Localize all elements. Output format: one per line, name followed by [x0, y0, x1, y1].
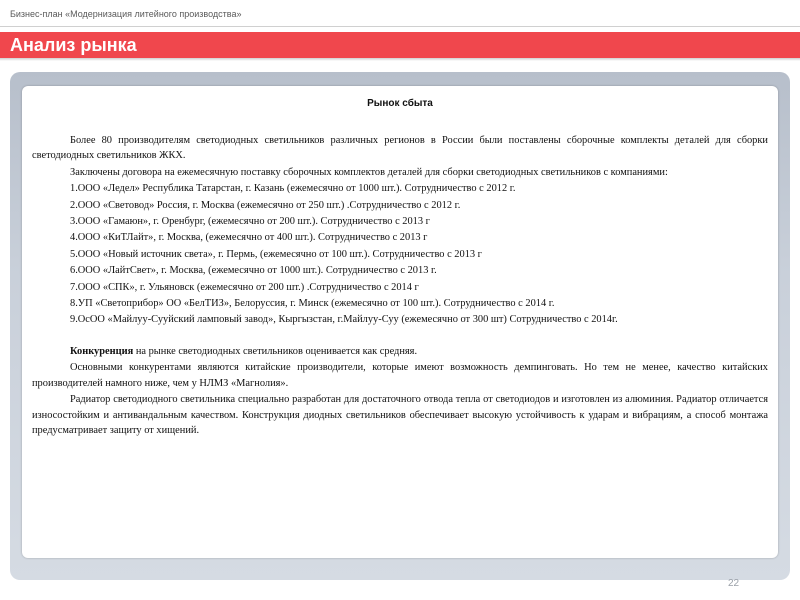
section-heading: Рынок сбыта — [367, 98, 433, 109]
document-body — [32, 97, 768, 439]
radiator-paragraph: Радиатор светодиодного светильника специально разработан для достаточного отвода тепла от светодиодов и изготовлен из алюминия. Радиатор отличается износостойким и антивандальным качеством. Конструкция диодных светильников обеспечивает высокую устойчивость к ударам и вибрациям, а способ монтажа предусматривает защиту от хищений. — [32, 394, 768, 436]
page-title: Анализ рынка — [10, 35, 137, 55]
contract-item: 2.ООО «Световод» Россия, г. Москва (ежемесячно от 250 шт.) .Сотрудничество с 2012 г. — [70, 199, 461, 211]
title-band — [0, 32, 800, 58]
breadcrumb: Бизнес-план «Модернизация литейного производства» — [10, 9, 242, 19]
competition-paragraph — [32, 344, 768, 359]
contracts-intro-paragraph: Заключены договора на ежемесячную поставку сборочных комплектов деталей для сборки светодиодных светильников с компаниями: — [70, 166, 668, 178]
contract-item: 8.УП «Светоприбор» ОО «БелТИЗ», Белоруссия, г. Минск (ежемесячно от 100 шт.). Сотрудничество с 2014 г. — [70, 298, 555, 310]
contract-item: 9.ОсОО «Майлуу-Сууйский ламповый завод», Кыргызстан, г.Майлуу-Суу (ежемесячно от 300 шт) Сотрудничество с 2014г. — [70, 314, 618, 326]
intro-paragraph: Более 80 производителям светодиодных светильников различных регионов в России были поставлены сборочные комплекты деталей для сборки светодиодных светильников ЖКХ. — [32, 135, 768, 162]
contract-item: 6.ООО «ЛайтСвет», г. Москва, (ежемесячно от 1000 шт.). Сотрудничество с 2013 г. — [70, 265, 437, 277]
page-number: 22 — [728, 578, 740, 589]
contract-item: 4.ООО «КиТЛайт», г. Москва, (ежемесячно от 400 шт.). Сотрудничество с 2013 г — [70, 232, 428, 244]
contract-item: 7.ООО «СПК», г. Ульяновск (ежемесячно от 200 шт.) .Сотрудничество с 2014 г — [70, 281, 419, 293]
contract-item: 3.ООО «Гамаюн», г. Оренбург, (ежемесячно от 200 шт.). Сотрудничество с 2013 г — [70, 216, 430, 228]
competitors-paragraph: Основными конкурентами являются китайские производители, которые имеют возможность демпинговать. Но тем не менее, качество китайских производителей намного ниже, чем у НЛМЗ «Магнолия». — [32, 362, 768, 389]
divider — [0, 26, 800, 27]
title-shadow — [0, 58, 800, 61]
contract-item: 1.ООО «Ледел» Республика Татарстан, г. Казань (ежемесячно от 1000 шт.). Сотрудничество с 2012 г. — [70, 183, 516, 195]
competition-label: Конкуренция — [70, 345, 134, 357]
competition-text: на рынке светодиодных светильников оценивается как средняя. — [133, 345, 418, 357]
contract-item: 5.ООО «Новый источник света», г. Пермь, (ежемесячно от 100 шт.). Сотрудничество с 2013 г — [70, 248, 482, 260]
